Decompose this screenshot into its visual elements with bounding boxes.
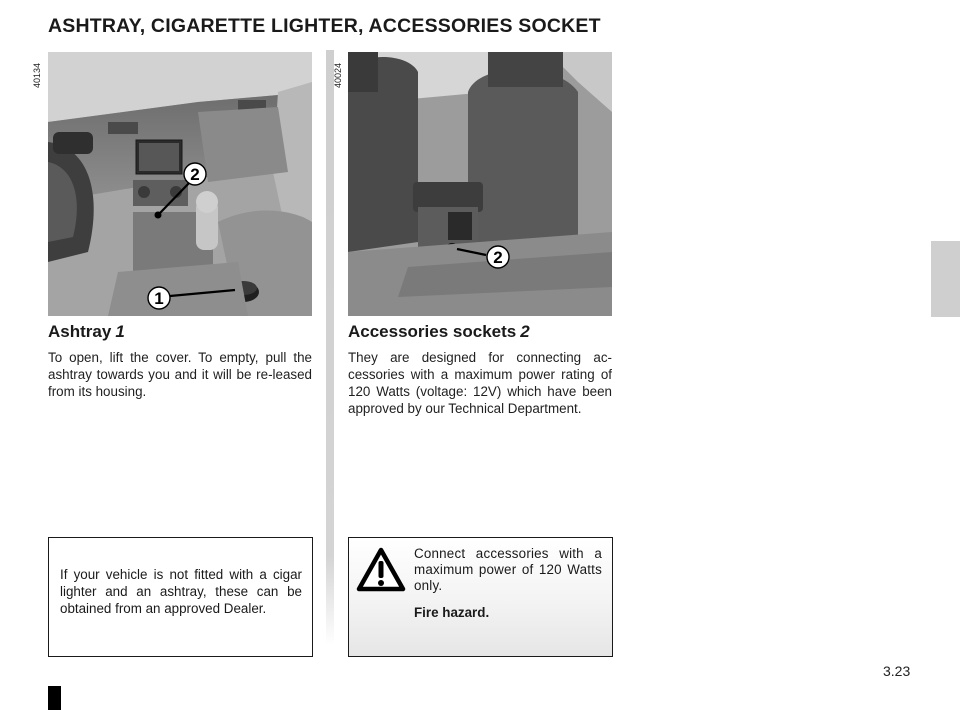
warning-triangle-icon	[356, 547, 406, 593]
ashtray-photo	[48, 52, 312, 316]
accessories-heading	[348, 322, 530, 342]
chapter-side-tab	[931, 241, 960, 317]
ashtray-instructions: To open, lift the cover. To empty, pull the ashtray towards you and it will be re-leased from its housing.	[48, 350, 312, 399]
page-number: 3.23	[883, 663, 911, 679]
ashtray-heading-ref: 1	[115, 322, 125, 341]
photo-code-left: 40134	[32, 62, 42, 88]
warning-emphasis: Fire hazard.	[414, 605, 490, 620]
warning-text: Connect accessories with a maximum power of 120 Watts only.	[414, 546, 602, 593]
dealer-note-box	[48, 537, 313, 657]
accessories-description: They are designed for connecting ac-cessories with a maximum power rating of 120 Watts (voltage: 12V) which have been approved by our Technical Department.	[348, 350, 612, 416]
column-divider	[326, 50, 334, 645]
warning-box	[348, 537, 613, 657]
callout-1: 1	[154, 289, 164, 308]
accessories-socket-photo	[348, 52, 612, 316]
dealer-note-text: If your vehicle is not fitted with a cigar lighter and an ashtray, these can be obtained from an approved Dealer.	[60, 567, 302, 616]
accessories-heading-text: Accessories sockets	[348, 322, 517, 341]
ashtray-heading	[48, 322, 125, 342]
ashtray-heading-text: Ashtray	[48, 322, 112, 341]
accessories-heading-ref: 2	[520, 322, 530, 341]
corner-mark	[48, 686, 61, 710]
photo-code-right: 40024	[333, 62, 343, 88]
callout-2-left: 2	[190, 165, 200, 184]
page-title: ASHTRAY, CIGARETTE LIGHTER, ACCESSORIES SOCKET	[48, 15, 601, 37]
callout-2-right: 2	[493, 248, 503, 267]
